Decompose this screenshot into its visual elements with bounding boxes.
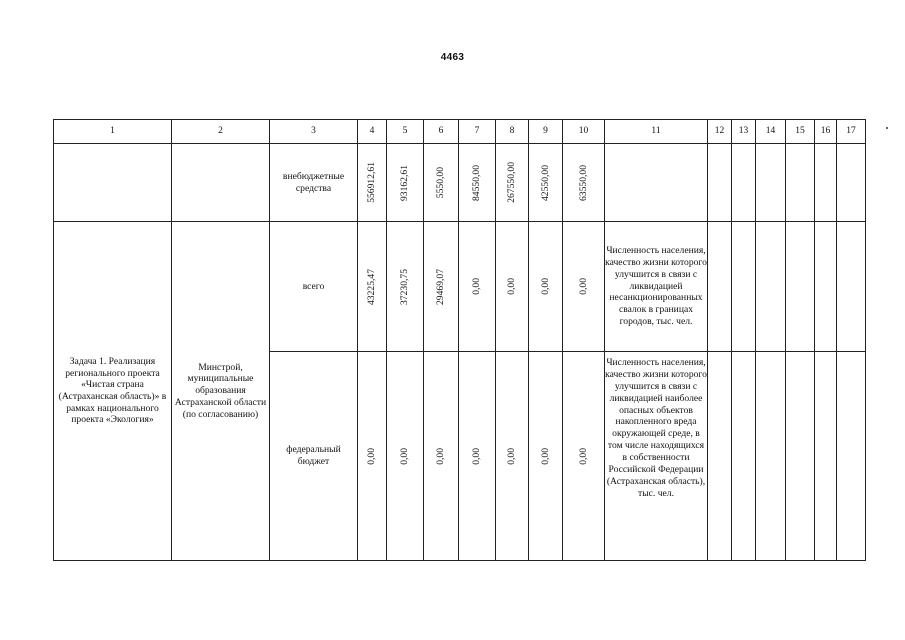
header-cell-7: 7 <box>459 120 496 144</box>
value-text: 0,00 <box>577 278 589 295</box>
empty-cell <box>837 222 866 352</box>
header-cell-2: 2 <box>172 120 270 144</box>
empty-cell <box>708 222 732 352</box>
empty-cell <box>786 222 815 352</box>
funding-source-cell: всего <box>270 222 358 352</box>
empty-cell <box>708 352 732 561</box>
value-cell <box>358 352 387 561</box>
empty-cell <box>732 144 756 222</box>
header-cell-14: 14 <box>756 120 786 144</box>
value-cell <box>424 352 459 561</box>
empty-cell <box>786 352 815 561</box>
value-cell <box>459 352 496 561</box>
value-text: 93162,61 <box>399 164 411 201</box>
value-cell <box>563 144 605 222</box>
header-cell-5: 5 <box>387 120 424 144</box>
funding-source-cell: внебюджетные средства <box>270 144 358 222</box>
empty-cell <box>837 352 866 561</box>
budget-table <box>53 119 866 561</box>
value-cell <box>424 222 459 352</box>
empty-cell <box>708 144 732 222</box>
empty-cell <box>815 144 837 222</box>
task-cell: Задача 1. Реализация регионального проекта «Чистая страна (Астраханская область)» в рамках национального проекта «Экология» <box>54 222 172 561</box>
funding-source-cell: федеральный бюджет <box>270 352 358 561</box>
empty-cell <box>756 222 786 352</box>
value-text: 29469,07 <box>435 268 447 305</box>
scan-mark <box>886 127 888 129</box>
empty-cell <box>605 144 708 222</box>
value-text: 0,00 <box>399 447 411 465</box>
value-text: 0,00 <box>506 447 518 465</box>
table-row-offbudget <box>54 144 866 222</box>
value-text: 0,00 <box>471 447 483 465</box>
value-cell <box>358 222 387 352</box>
executor-cell: Минстрой, муниципальные образования Астраханской области (по согласованию) <box>172 222 270 561</box>
value-text: 556912,61 <box>366 162 378 203</box>
value-text: 43225,47 <box>366 268 378 305</box>
empty-cell <box>815 222 837 352</box>
value-cell <box>387 352 424 561</box>
value-text: 0,00 <box>435 447 447 465</box>
value-text: 0,00 <box>471 278 483 295</box>
empty-cell <box>837 144 866 222</box>
value-text: 0,00 <box>506 278 518 295</box>
header-cell-3: 3 <box>270 120 358 144</box>
value-cell <box>529 222 563 352</box>
header-row <box>54 120 866 144</box>
empty-cell <box>54 144 172 222</box>
page-number: 4463 <box>440 52 465 63</box>
empty-cell <box>815 352 837 561</box>
value-text: 84550,00 <box>471 164 483 201</box>
value-text: 63550,00 <box>577 164 589 201</box>
value-cell <box>387 144 424 222</box>
empty-cell <box>756 144 786 222</box>
value-text: 37230,75 <box>399 268 411 305</box>
indicator-cell: Численность населения, качество жизни которого улучшится в связи с ликвидацией наиболее опасных объектов накопленного вреда окружающей среде, в том числе находящихся в собственности Российской Федерации (Астраханская область), тыс. чел. <box>605 352 708 561</box>
value-text: 0,00 <box>577 447 589 465</box>
value-cell <box>358 144 387 222</box>
value-cell <box>496 144 529 222</box>
value-cell <box>424 144 459 222</box>
table-row-total <box>54 222 866 352</box>
empty-cell <box>172 144 270 222</box>
header-cell-13: 13 <box>732 120 756 144</box>
value-text: 0,00 <box>539 447 551 465</box>
header-cell-8: 8 <box>496 120 529 144</box>
header-cell-10: 10 <box>563 120 605 144</box>
value-text: 5550,00 <box>435 166 447 199</box>
header-cell-6: 6 <box>424 120 459 144</box>
value-text: 267550,00 <box>506 162 518 203</box>
header-cell-12: 12 <box>708 120 732 144</box>
empty-cell <box>732 222 756 352</box>
header-cell-1: 1 <box>54 120 172 144</box>
value-text: 0,00 <box>539 278 551 295</box>
value-cell <box>563 352 605 561</box>
empty-cell <box>732 352 756 561</box>
header-cell-15: 15 <box>786 120 815 144</box>
empty-cell <box>786 144 815 222</box>
empty-cell <box>756 352 786 561</box>
value-cell <box>529 352 563 561</box>
value-cell <box>387 222 424 352</box>
value-cell <box>459 222 496 352</box>
value-cell <box>563 222 605 352</box>
value-cell <box>459 144 496 222</box>
value-text: 0,00 <box>366 447 378 465</box>
header-cell-4: 4 <box>358 120 387 144</box>
value-cell <box>496 222 529 352</box>
indicator-cell: Численность населения, качество жизни которого улучшится в связи с ликвидацией несанкционированных свалок в границах городов, тыс. чел. <box>605 222 708 352</box>
header-cell-16: 16 <box>815 120 837 144</box>
value-cell <box>529 144 563 222</box>
header-cell-17: 17 <box>837 120 866 144</box>
header-cell-11: 11 <box>605 120 708 144</box>
header-cell-9: 9 <box>529 120 563 144</box>
value-text: 42550,00 <box>539 164 551 201</box>
value-cell <box>496 352 529 561</box>
